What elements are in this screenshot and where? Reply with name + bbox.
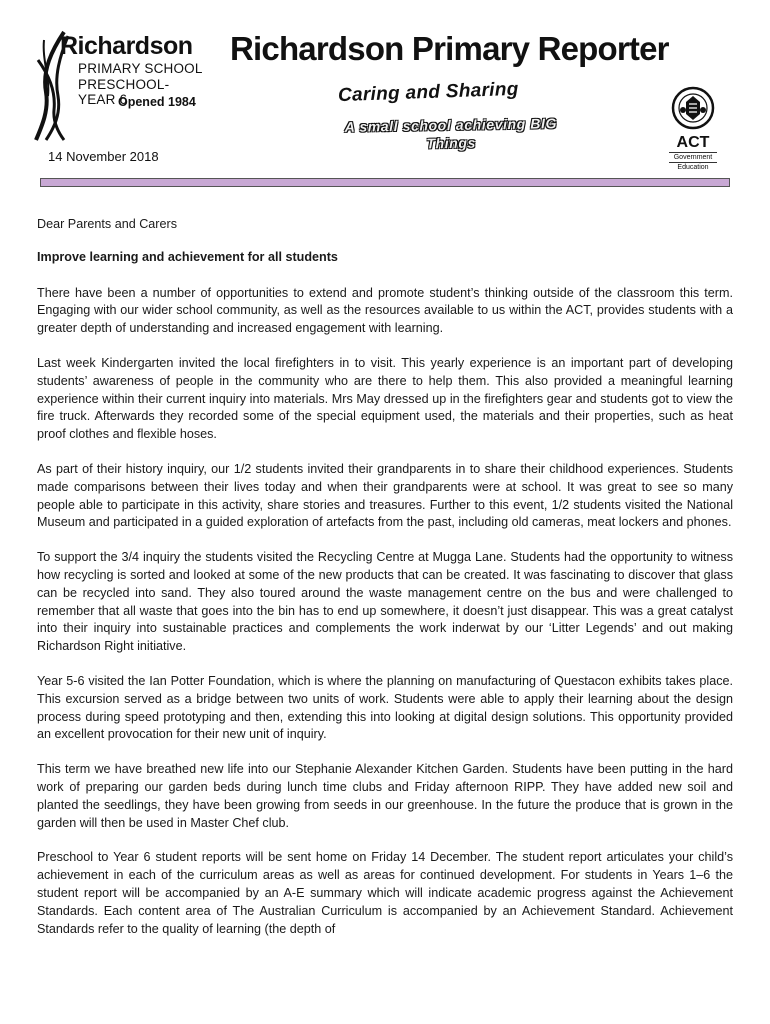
letter-body	[37, 216, 733, 955]
paragraph-student-reports: Preschool to Year 6 student reports will be sent home on Friday 14 December. The student report articulates your child’s achievement in each of the curriculum areas as well as areas for continued development. For students in Years 1–6 the student report will be accompanied by an A-E summary which will indicate academic progress against the Achievement Standards. Each content area of The Australian Curriculum is accompanied by an Achievement Standard. Achievement Standards refer to the quality of learning (the depth of	[37, 850, 733, 936]
school-motto: Caring and Sharing	[337, 78, 519, 107]
salutation: Dear Parents and Carers	[37, 217, 177, 231]
act-logo-rule-top	[669, 152, 717, 153]
newsletter-title: Richardson Primary Reporter	[230, 30, 669, 67]
school-logo	[34, 26, 204, 144]
paragraph-history-inquiry: As part of their history inquiry, our 1/2 students invited their grandparents in to share their childhood experiences. Students made comparisons between their lives today and when their grandparents were at school. It was great to see so many people able to participate in this activity, share stories and treasures. Further to this event, 1/2 students visited the National Museum and participated in a guided exploration of artefacts from the past, including old cameras, meat lockers and phones.	[37, 461, 733, 530]
logo-opened-year: Opened 1984	[118, 95, 196, 109]
act-government-logo	[663, 86, 723, 176]
logo-school-type: PRIMARY SCHOOL	[78, 61, 203, 76]
act-logo-government: Government	[673, 154, 713, 161]
paragraph-opportunities: There have been a number of opportunities to extend and promote student’s thinking outside of the classroom this term. Engaging with our wider school community, as well as the resources available to us within the ACT, provides students with a greater depth of understanding and increased engagement with learning.	[37, 285, 733, 336]
paragraph-ian-potter: Year 5-6 visited the Ian Potter Foundation, which is where the planning on manufacturing of Questacon exhibits takes place. This excursion served as a bridge between two units of work. Students were able to apply their learning about the design process during speed prototyping and then, extending this into looking at digital design solutions. This opportunity provided an excellent provocation for their new unit of inquiry.	[37, 673, 733, 742]
act-logo-name: ACT	[676, 134, 710, 151]
logo-school-years: PRESCHOOL-YEAR 6	[78, 77, 170, 107]
act-logo-education: Education	[677, 164, 709, 171]
paragraph-kitchen-garden: This term we have breathed new life into our Stephanie Alexander Kitchen Garden. Students have been putting in the hard work of preparing our garden beds during lunch time clubs and Friday afternoon RIPP. They have added new soil and planted the seedlings, they have been growing from seeds in our greenhouse. In the future the produce that is grown in the garden will then be used in Master Chef club.	[37, 762, 733, 830]
section-heading: Improve learning and achievement for all students	[37, 249, 338, 264]
issue-date: 14 November 2018	[48, 149, 159, 164]
paragraph-recycling: To support the 3/4 inquiry the students visited the Recycling Centre at Mugga Lane. Students had the opportunity to witness how recycling is sorted and looked at some of the new products that can be created. It was fascinating to discover that glass can be recycled into sand. They also toured around the waste management centre on the bus and were challenged to remember that all waste that goes into the bin has to end up somewhere, it doesn’t just disappear. This was a great catalyst into their inquiry into sustainable practices and complements the work inderwat by our ‘Litter Legends’ and out making Richardson Right initiative.	[37, 550, 733, 654]
header-divider	[40, 178, 730, 187]
act-logo-rule-bottom	[669, 162, 717, 163]
paragraph-kindergarten: Last week Kindergarten invited the local firefighters in to visit. This yearly experience is an important part of developing students’ awareness of people in the community who are there to help them. This also provided a meaningful learning experience within their current inquiry into materials. Mrs May dressed up in the firefighters gear and students got to view the fire truck. Afterwards they recorded some of the special equipment used, the materials and their properties, such as heat proof clothes and flexible hoses.	[37, 355, 733, 442]
coat-of-arms-icon	[671, 86, 715, 132]
school-tagline: A small school achieving BIG Things	[344, 115, 558, 152]
logo-school-name: Richardson	[60, 32, 193, 60]
